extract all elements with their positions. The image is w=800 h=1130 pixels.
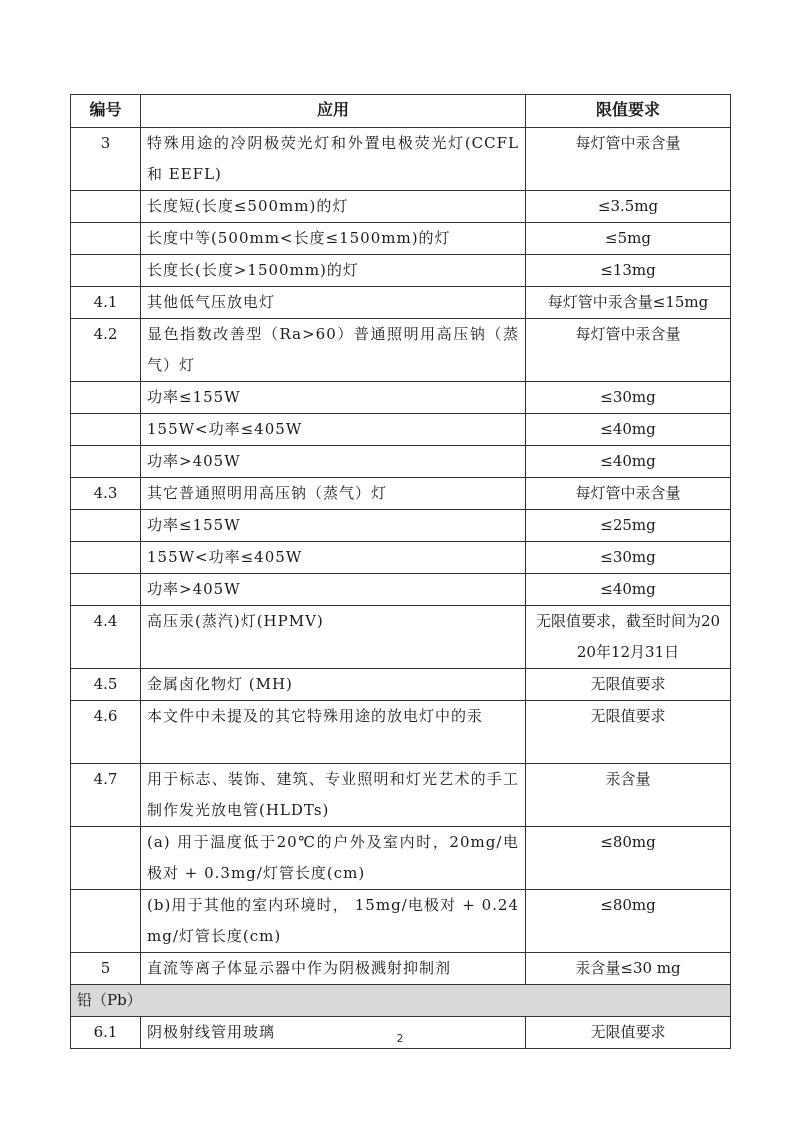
limits-table (70, 94, 731, 1049)
table-header-row (71, 95, 731, 128)
cell-application: 功率>405W (141, 446, 526, 478)
cell-application: 功率≤155W (141, 510, 526, 542)
cell-application: 155W<功率≤405W (141, 542, 526, 574)
cell-limit: 每灯管中汞含量 (526, 478, 731, 510)
row-5 (71, 953, 731, 985)
cell-application: 155W<功率≤405W (141, 414, 526, 446)
cell-limit: ≤40mg (526, 446, 731, 478)
cell-limit: 无限值要求 (526, 701, 731, 764)
cell-application: 显色指数改善型（Ra>60）普通照明用高压钠（蒸气）灯 (141, 319, 526, 382)
cell-number (71, 382, 141, 414)
header-limit: 限值要求 (526, 95, 731, 128)
row-4-5 (71, 669, 731, 701)
cell-limit: 每灯管中汞含量 (526, 128, 731, 191)
cell-number: 4.7 (71, 764, 141, 827)
cell-number: 4.3 (71, 478, 141, 510)
table-row (71, 191, 731, 223)
row-4-7 (71, 764, 731, 827)
section-title: 铅（Pb） (71, 985, 731, 1017)
row-4-3 (71, 478, 731, 510)
cell-application: (a) 用于温度低于20℃的户外及室内时，20mg/电极对 + 0.3mg/灯管长度(cm) (141, 827, 526, 890)
table-row (71, 414, 731, 446)
cell-number: 3 (71, 128, 141, 191)
cell-limit: ≤80mg (526, 827, 731, 890)
row-3 (71, 128, 731, 191)
row-4-6 (71, 701, 731, 764)
cell-number: 5 (71, 953, 141, 985)
cell-application: 直流等离子体显示器中作为阴极溅射抑制剂 (141, 953, 526, 985)
cell-application: 本文件中未提及的其它特殊用途的放电灯中的汞 (141, 701, 526, 764)
table-row (71, 510, 731, 542)
cell-application: 长度中等(500mm<长度≤1500mm)的灯 (141, 223, 526, 255)
cell-limit: ≤30mg (526, 542, 731, 574)
cell-limit: ≤3.5mg (526, 191, 731, 223)
cell-limit: 每灯管中汞含量 (526, 319, 731, 382)
cell-limit: 汞含量 (526, 764, 731, 827)
cell-limit: ≤30mg (526, 382, 731, 414)
table-row (71, 574, 731, 606)
cell-number: 4.6 (71, 701, 141, 764)
cell-application: 用于标志、装饰、建筑、专业照明和灯光艺术的手工制作发光放电管(HLDTs) (141, 764, 526, 827)
cell-limit: ≤25mg (526, 510, 731, 542)
cell-number: 4.2 (71, 319, 141, 382)
table-row (71, 255, 731, 287)
section-row-lead (71, 985, 731, 1017)
cell-limit: ≤40mg (526, 414, 731, 446)
cell-number (71, 542, 141, 574)
cell-application: 其它普通照明用高压钠（蒸气）灯 (141, 478, 526, 510)
cell-limit: 无限值要求 (526, 669, 731, 701)
cell-number (71, 414, 141, 446)
cell-application: 高压汞(蒸汽)灯(HPMV) (141, 606, 526, 669)
cell-limit: 无限值要求，截至时间为2020年12月31日 (526, 606, 731, 669)
cell-application: 金属卤化物灯 (MH) (141, 669, 526, 701)
cell-application: 阴极射线管用玻璃 (141, 1017, 526, 1049)
cell-number (71, 446, 141, 478)
cell-number: 4.1 (71, 287, 141, 319)
table-body (71, 128, 731, 1049)
cell-application: 长度短(长度≤500mm)的灯 (141, 191, 526, 223)
cell-application: 功率>405W (141, 574, 526, 606)
cell-application: 其他低气压放电灯 (141, 287, 526, 319)
header-number: 编号 (71, 95, 141, 128)
cell-application: 特殊用途的冷阴极荧光灯和外置电极荧光灯(CCFL 和 EEFL) (141, 128, 526, 191)
cell-number: 4.4 (71, 606, 141, 669)
table-row (71, 382, 731, 414)
cell-limit: ≤13mg (526, 255, 731, 287)
table-row (71, 542, 731, 574)
table-row (71, 890, 731, 953)
table-row (71, 446, 731, 478)
cell-number (71, 890, 141, 953)
page-number: 2 (396, 1032, 404, 1045)
cell-number (71, 510, 141, 542)
cell-limit: ≤40mg (526, 574, 731, 606)
cell-number (71, 574, 141, 606)
cell-number (71, 255, 141, 287)
cell-number: 4.5 (71, 669, 141, 701)
cell-application: (b)用于其他的室内环境时， 15mg/电极对 + 0.24mg/灯管长度(cm) (141, 890, 526, 953)
row-4-1 (71, 287, 731, 319)
cell-number (71, 827, 141, 890)
cell-number (71, 191, 141, 223)
row-4-2 (71, 319, 731, 382)
cell-application: 长度长(长度>1500mm)的灯 (141, 255, 526, 287)
cell-limit: 无限值要求 (526, 1017, 731, 1049)
cell-number (71, 223, 141, 255)
cell-limit: 汞含量≤30 mg (526, 953, 731, 985)
cell-limit: 每灯管中汞含量≤15mg (526, 287, 731, 319)
cell-limit: ≤5mg (526, 223, 731, 255)
table-row (71, 827, 731, 890)
cell-number: 6.1 (71, 1017, 141, 1049)
row-4-4 (71, 606, 731, 669)
cell-application: 功率≤155W (141, 382, 526, 414)
cell-limit: ≤80mg (526, 890, 731, 953)
header-application: 应用 (141, 95, 526, 128)
table-row (71, 223, 731, 255)
